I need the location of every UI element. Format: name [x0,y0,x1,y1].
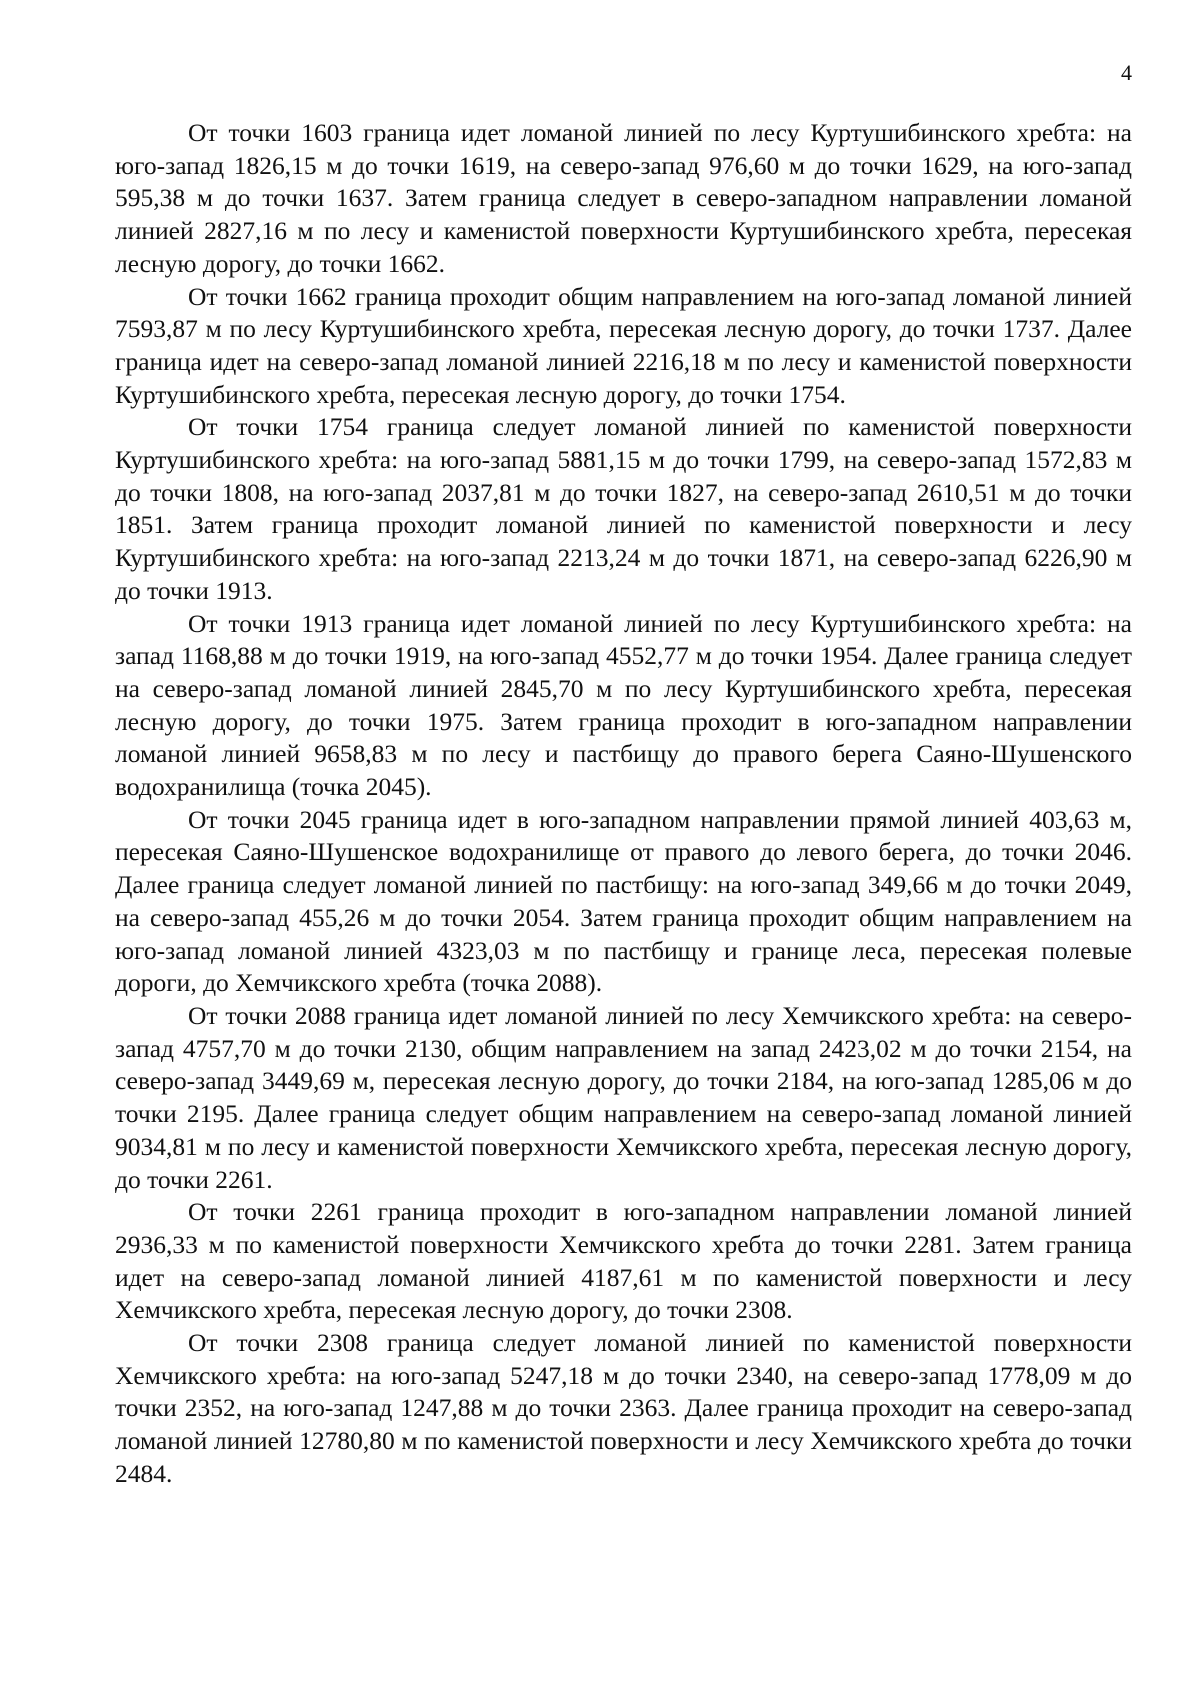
paragraph: От точки 2088 граница идет ломаной линией по лесу Хемчикского хребта: на северо-запад 4757,70 м до точки 2130, общим направлением на запад 2423,02 м до точки 2154, на северо-запад 3449,69 м, пересекая лесную дорогу, до точки 2184, на юго-запад 1285,06 м до точки 2195. Далее граница следует общим направлением на северо-запад ломаной линией 9034,81 м по лесу и каменистой поверхности Хемчикского хребта, пересекая лесную дорогу, до точки 2261. [115,1000,1132,1194]
page-number: 4 [1121,60,1132,85]
document-body [115,117,1132,1491]
paragraph: От точки 2261 граница проходит в юго-западном направлении ломаной линией 2936,33 м по каменистой поверхности Хемчикского хребта до точки 2281. Затем граница идет на северо-запад ломаной линией 4187,61 м по каменистой поверхности и лесу Хемчикского хребта, пересекая лесную дорогу, до точки 2308. [115,1197,1132,1325]
paragraph: От точки 1603 граница идет ломаной линией по лесу Куртушибинского хребта: на юго-запад 1826,15 м до точки 1619, на северо-запад 976,60 м до точки 1629, на юго-запад 595,38 м до точки 1637. Затем граница следует в северо-западном направлении ломаной линией 2827,16 м по лесу и каменистой поверхности Куртушибинского хребта, пересекая лесную дорогу, до точки 1662. [115,118,1132,278]
paragraph: От точки 1662 граница проходит общим направлением на юго-запад ломаной линией 7593,87 м по лесу Куртушибинского хребта, пересекая лесную дорогу, до точки 1737. Далее граница идет на северо-запад ломаной линией 2216,18 м по лесу и каменистой поверхности Куртушибинского хребта, пересекая лесную дорогу, до точки 1754. [115,281,1132,409]
paragraph: От точки 1754 граница следует ломаной линией по каменистой поверхности Куртушибинского хребта: на юго-запад 5881,15 м до точки 1799, на северо-запад 1572,83 м до точки 1808, на юго-запад 2037,81 м до точки 1827, на северо-запад 2610,51 м до точки 1851. Затем граница проходит ломаной линией по каменистой поверхности и лесу Куртушибинского хребта: на юго-запад 2213,24 м до точки 1871, на северо-запад 6226,90 м до точки 1913. [115,412,1132,605]
paragraph: От точки 2308 граница следует ломаной линией по каменистой поверхности Хемчикского хребта: на юго-запад 5247,18 м до точки 2340, на северо-запад 1778,09 м до точки 2352, на юго-запад 1247,88 м до точки 2363. Далее граница проходит на северо-запад ломаной линией 12780,80 м по каменистой поверхности и лесу Хемчикского хребта до точки 2484. [115,1328,1132,1488]
paragraph: От точки 1913 граница идет ломаной линией по лесу Куртушибинского хребта: на запад 1168,88 м до точки 1919, на юго-запад 4552,77 м до точки 1954. Далее граница следует на северо-запад ломаной линией 2845,70 м по лесу Куртушибинского хребта, пересекая лесную дорогу, до точки 1975. Затем граница проходит в юго-западном направлении ломаной линией 9658,83 м по лесу и пастбищу до правого берега Саяно-Шушенского водохранилища (точка 2045). [115,608,1132,802]
paragraph: От точки 2045 граница идет в юго-западном направлении прямой линией 403,63 м, пересекая Саяно-Шушенское водохранилище от правого до левого берега, до точки 2046. Далее граница следует ломаной линией по пастбищу: на юго-запад 349,66 м до точки 2049, на северо-запад 455,26 м до точки 2054. Затем граница проходит общим направлением на юго-запад ломаной линией 4323,03 м по пастбищу и границе леса, пересекая полевые дороги, до Хемчикского хребта (точка 2088). [115,804,1132,998]
